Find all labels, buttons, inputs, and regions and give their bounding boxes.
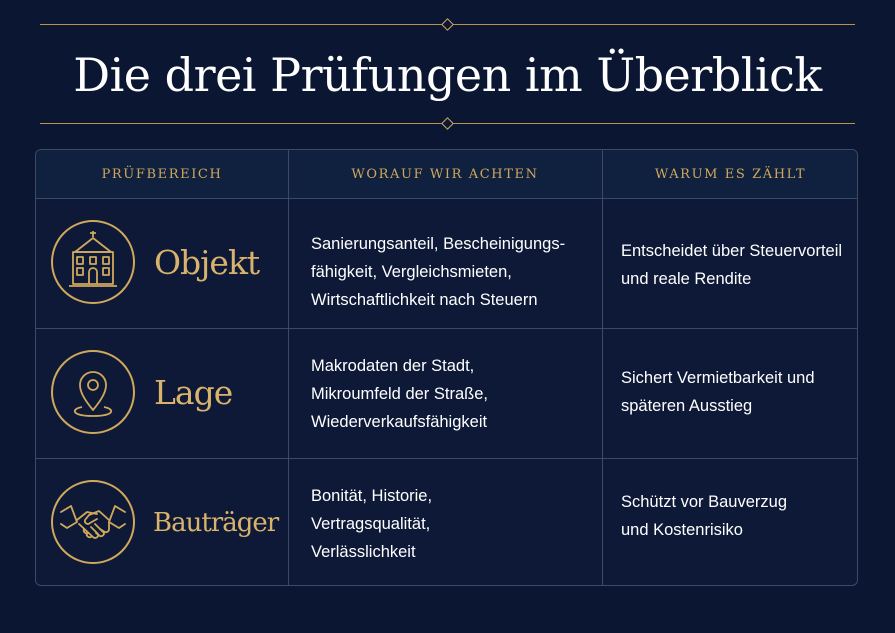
reason-line: Schützt vor Bauverzug — [621, 493, 787, 511]
reason-line: Sichert Vermietbarkeit und — [621, 369, 815, 387]
reason-text-lage — [621, 364, 856, 420]
overview-table — [35, 149, 858, 586]
category-label-lage: Lage — [154, 373, 233, 412]
criteria-line: Wiederverkaufsfähigkeit — [311, 413, 488, 431]
criteria-line: Wirtschaftlichkeit nach Steuern — [311, 291, 538, 309]
location-pin-icon — [51, 350, 135, 434]
reason-text-objekt — [621, 237, 856, 293]
category-label-bautraeger: Bauträger — [153, 508, 279, 538]
column-header-worauf-wir-achten: WORAUF WIR ACHTEN — [351, 167, 539, 182]
reason-line: und reale Rendite — [621, 270, 752, 288]
criteria-line: Mikroumfeld der Straße, — [311, 385, 488, 403]
reason-text-bautraeger — [621, 488, 856, 544]
criteria-line: Sanierungsanteil, Bescheinigungs- — [311, 235, 566, 253]
column-divider — [288, 150, 289, 585]
criteria-line: Vertragsqualität, — [311, 515, 431, 533]
building-icon — [51, 220, 135, 304]
criteria-line: Makrodaten der Stadt, — [311, 357, 475, 375]
reason-line: späteren Ausstieg — [621, 397, 753, 415]
criteria-text-lage — [311, 352, 596, 436]
table-row-bautraeger — [36, 458, 857, 586]
column-divider — [602, 150, 603, 585]
reason-line: und Kostenrisiko — [621, 521, 743, 539]
table-header-row — [36, 150, 857, 199]
table-row-objekt — [36, 198, 857, 329]
top-diamond-ornament — [441, 18, 454, 31]
bottom-diamond-ornament — [441, 117, 454, 130]
criteria-text-bautraeger — [311, 482, 596, 566]
criteria-line: Verlässlichkeit — [311, 543, 416, 561]
reason-line: Entscheidet über Steuervorteil — [621, 242, 843, 260]
column-header-pruefbereich: PRÜFBEREICH — [101, 167, 223, 182]
criteria-line: fähigkeit, Vergleichsmieten, — [311, 263, 512, 281]
criteria-text-objekt — [311, 230, 596, 314]
category-label-objekt: Objekt — [154, 243, 260, 282]
page-title: Die drei Prüfungen im Überblick — [73, 48, 822, 102]
table-row-lage — [36, 328, 857, 459]
criteria-line: Bonität, Historie, — [311, 487, 433, 505]
handshake-icon — [51, 480, 135, 564]
column-header-warum-es-zaehlt: WARUM ES ZÄHLT — [654, 167, 807, 182]
